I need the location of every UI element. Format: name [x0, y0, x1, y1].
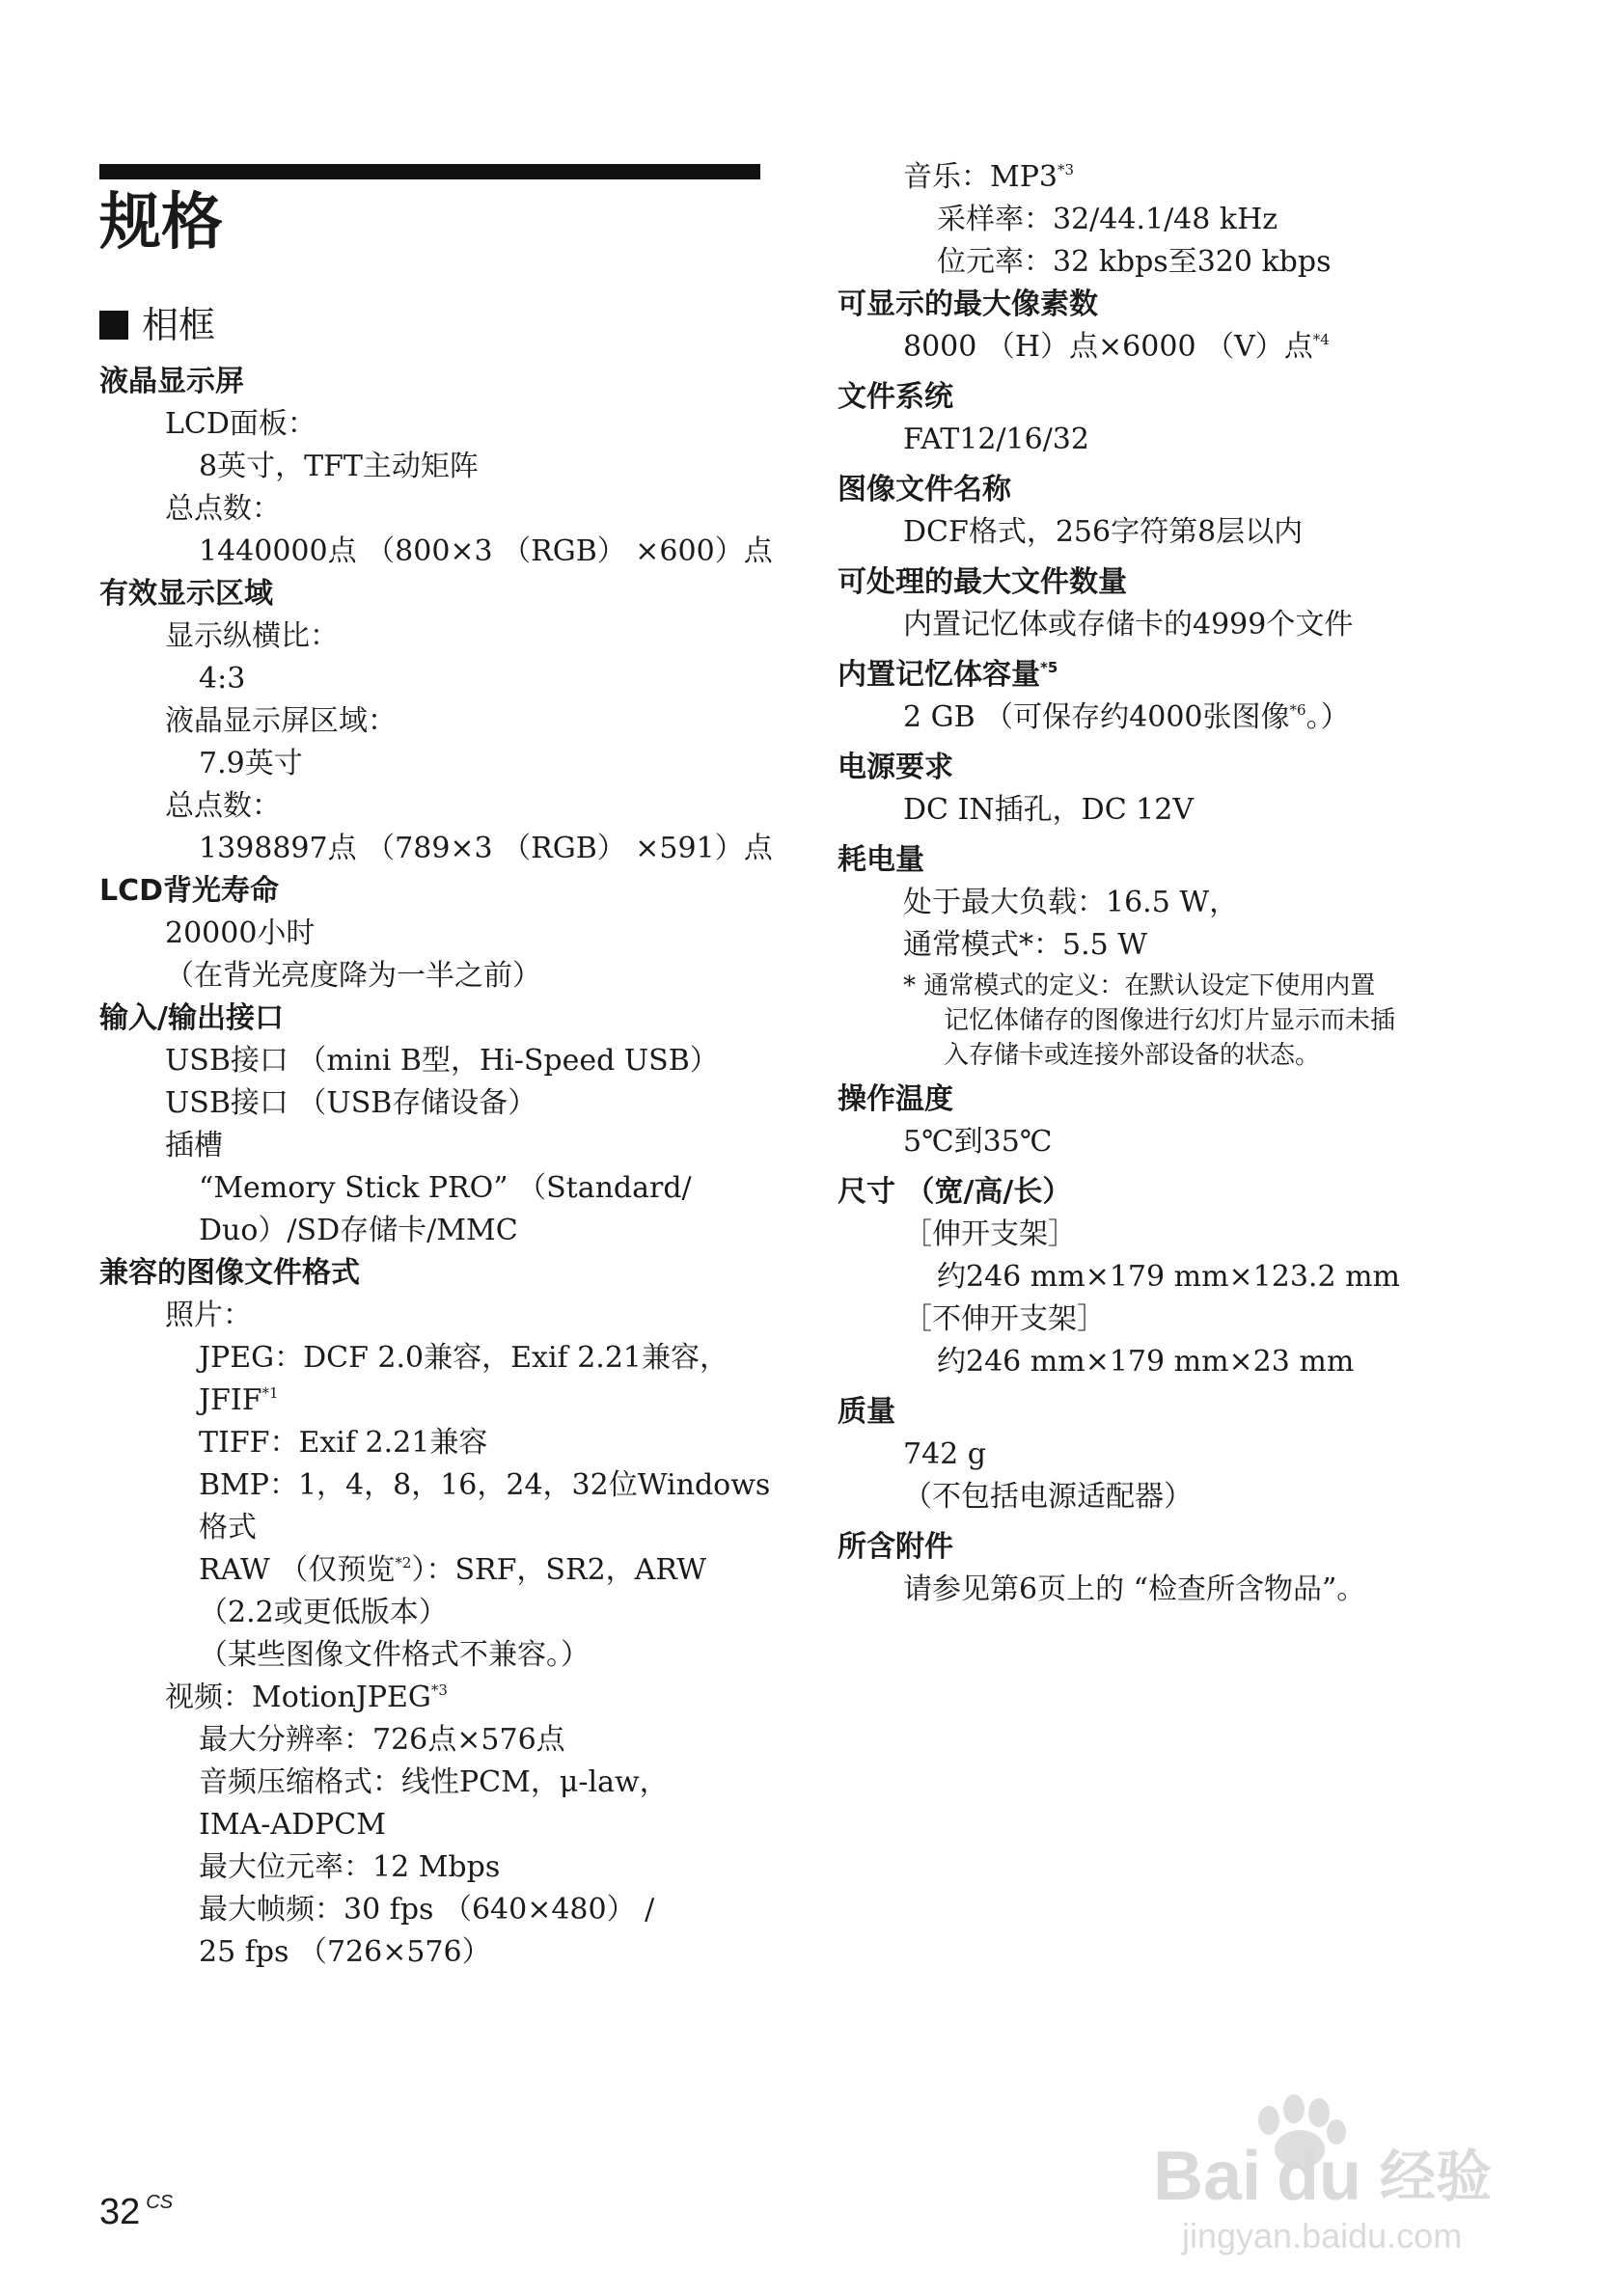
spec-text: 最大帧频：30 fps （640×480） / — [199, 1893, 655, 1927]
spec-text: 内置记忆体容量 — [838, 658, 1040, 692]
spec-text: 音乐：MP3 — [903, 160, 1058, 194]
spec-heading — [838, 1526, 953, 1569]
title-rule — [99, 164, 760, 179]
spec-line — [165, 1125, 223, 1167]
spec-heading — [99, 1252, 360, 1295]
spec-text: 内置记忆体或存储卡的4999个文件 — [903, 608, 1354, 642]
spec-heading — [838, 469, 1011, 511]
spec-line — [937, 241, 1331, 284]
watermark-brand: Bai — [1153, 2138, 1262, 2215]
spec-note-line — [903, 969, 1375, 1003]
spec-text-tail: ）：SRF，SR2，ARW — [411, 1553, 707, 1587]
spec-text: 5℃到35℃ — [903, 1125, 1053, 1159]
spec-line — [199, 1337, 728, 1380]
spec-line — [937, 1256, 1400, 1298]
footnote-marker: *3 — [430, 1681, 448, 1699]
spec-heading — [99, 998, 284, 1040]
spec-text: 插槽 — [165, 1129, 223, 1162]
section-heading — [99, 300, 215, 350]
spec-line — [165, 488, 281, 531]
spec-text: RAW （仅预览 — [199, 1553, 396, 1587]
spec-text: FAT12/16/32 — [903, 423, 1089, 456]
spec-text: 入存储卡或连接外部设备的状态。 — [944, 1041, 1321, 1070]
spec-text: 1440000点 （800×3 （RGB） ×600）点 — [199, 534, 773, 568]
spec-text: 兼容的图像文件格式 — [99, 1256, 360, 1290]
page-number-value: 32 — [99, 2192, 141, 2232]
spec-line — [903, 924, 1147, 967]
spec-heading — [838, 1391, 895, 1434]
spec-text: 最大位元率：12 Mbps — [199, 1850, 501, 1884]
spec-line — [199, 1464, 770, 1507]
spec-text: 格式 — [199, 1511, 257, 1544]
spec-text: 电源要求 — [838, 751, 953, 784]
page-language-code: CS — [146, 2192, 174, 2213]
spec-text: “Memory Stick PRO” （Standard/ — [199, 1171, 692, 1205]
spec-text: 耗电量 — [838, 843, 924, 877]
spec-line — [903, 1569, 1365, 1611]
spec-text-tail: 。） — [1305, 700, 1350, 734]
footnote-marker: *4 — [1312, 331, 1330, 348]
spec-line — [937, 1341, 1354, 1383]
spec-line — [165, 913, 315, 955]
spec-heading — [838, 839, 924, 882]
spec-line — [199, 1931, 491, 1974]
spec-heading — [838, 376, 953, 419]
spec-line — [199, 1422, 487, 1464]
spec-text: 操作温度 — [838, 1082, 953, 1116]
spec-line — [165, 1677, 448, 1719]
footnote-marker: *5 — [1040, 659, 1058, 676]
spec-text: 25 fps （726×576） — [199, 1935, 491, 1969]
spec-line — [199, 1804, 386, 1846]
spec-heading — [99, 361, 244, 403]
spec-text: 液晶显示屏 — [99, 365, 244, 398]
page-number — [99, 2178, 173, 2236]
spec-line — [165, 403, 316, 446]
baidu-jingyan-watermark — [1153, 2064, 1539, 2257]
spec-heading — [838, 1079, 953, 1121]
spec-text: 总点数： — [165, 789, 281, 823]
spec-text: Duo）/SD存储卡/MMC — [199, 1214, 518, 1247]
section-heading-text: 相框 — [142, 304, 216, 346]
spec-text: DC IN插孔，DC 12V — [903, 793, 1195, 827]
spec-text: 记忆体储存的图像进行幻灯片显示而未插 — [944, 1006, 1396, 1035]
spec-text: 可显示的最大像素数 — [838, 287, 1098, 321]
spec-text: IMA-ADPCM — [199, 1808, 386, 1842]
spec-line — [199, 828, 773, 870]
spec-text: 7.9英寸 — [199, 747, 303, 780]
spec-text: 所含附件 — [838, 1530, 953, 1564]
spec-text: 文件系统 — [838, 380, 953, 414]
spec-text: LCD面板： — [165, 407, 316, 441]
spec-line — [165, 615, 339, 658]
spec-line — [165, 955, 541, 998]
spec-text: 处于最大负载：16.5 W， — [903, 886, 1239, 919]
spec-line — [165, 1082, 536, 1125]
spec-line — [165, 1040, 719, 1082]
spec-line — [199, 1634, 590, 1677]
watermark-brand-du: du — [1277, 2138, 1361, 2215]
spec-heading — [838, 1171, 1071, 1214]
watermark-url: jingyan.baidu.com — [1182, 2216, 1463, 2255]
spec-heading — [99, 870, 279, 913]
spec-line — [903, 156, 1074, 199]
spec-text: BMP：1，4，8，16，24，32位Windows — [199, 1468, 771, 1502]
spec-line — [903, 511, 1303, 554]
spec-heading — [99, 573, 273, 615]
spec-line — [199, 446, 479, 488]
spec-text: （在背光亮度降为一半之前） — [165, 959, 541, 993]
spec-text: 请参见第6页上的 “检查所含物品”。 — [903, 1572, 1366, 1606]
watermark-cn: 经验 — [1380, 2146, 1493, 2208]
spec-text: 音频压缩格式：线性PCM，μ-law， — [199, 1765, 669, 1799]
spec-heading — [838, 747, 953, 789]
spec-line — [199, 743, 303, 785]
spec-line — [199, 1846, 500, 1889]
spec-line — [903, 1214, 1077, 1256]
spec-heading — [838, 284, 1098, 326]
spec-text: 尺寸 （宽/高/长） — [838, 1175, 1072, 1209]
spec-text: 742 g — [903, 1437, 987, 1471]
spec-heading — [838, 561, 1127, 604]
spec-line — [903, 882, 1238, 924]
spec-text: （某些图像文件格式不兼容。） — [199, 1638, 590, 1672]
spec-line — [199, 1762, 669, 1804]
spec-line — [199, 658, 245, 700]
footnote-marker: *2 — [395, 1554, 412, 1572]
spec-text: 可处理的最大文件数量 — [838, 565, 1127, 599]
spec-line — [199, 1889, 654, 1931]
spec-text: USB接口 （USB存储设备） — [165, 1086, 537, 1120]
spec-note-line — [944, 1003, 1395, 1038]
spec-text: 液晶显示屏区域： — [165, 704, 397, 738]
spec-line — [903, 1476, 1193, 1518]
spec-line — [903, 326, 1330, 369]
spec-text: TIFF：Exif 2.21兼容 — [199, 1426, 488, 1460]
spec-text: 2 GB （可保存约4000张图像 — [903, 700, 1290, 734]
spec-line — [199, 1167, 692, 1210]
spec-line — [165, 1295, 252, 1337]
spec-text: JPEG：DCF 2.0兼容，Exif 2.21兼容， — [199, 1341, 728, 1375]
spec-text: 视频：MotionJPEG — [165, 1681, 431, 1714]
spec-text: 最大分辨率：726点×576点 — [199, 1723, 565, 1757]
footnote-marker: *3 — [1058, 161, 1075, 178]
spec-text: 1398897点 （789×3 （RGB） ×591）点 — [199, 832, 773, 865]
spec-line — [199, 1210, 518, 1252]
spec-text: 约246 mm×179 mm×123.2 mm — [937, 1260, 1400, 1294]
spec-line — [903, 1298, 1106, 1341]
square-bullet-icon — [99, 311, 128, 340]
spec-text: 通常模式*：5.5 W — [903, 928, 1148, 962]
spec-text: 位元率：32 kbps至320 kbps — [937, 245, 1332, 279]
spec-line — [903, 789, 1194, 832]
spec-line — [199, 1507, 257, 1549]
spec-line — [199, 1380, 279, 1422]
spec-line — [937, 199, 1278, 241]
spec-text: * 通常模式的定义：在默认设定下使用内置 — [903, 971, 1376, 1000]
spec-text: 有效显示区域 — [99, 577, 273, 611]
footnote-marker: *6 — [1289, 701, 1306, 719]
spec-text: ［伸开支架］ — [903, 1217, 1077, 1251]
spec-text: 图像文件名称 — [838, 473, 1011, 506]
spec-text: 显示纵横比： — [165, 619, 339, 653]
spec-text: 照片： — [165, 1298, 252, 1332]
page-title: 规格 — [99, 187, 223, 259]
spec-text: （不包括电源适配器） — [903, 1480, 1193, 1514]
spec-line — [903, 1121, 1052, 1163]
spec-text: 8000 （H）点×6000 （V）点 — [903, 330, 1313, 364]
spec-line — [165, 700, 397, 743]
spec-text: USB接口 （mini B型，Hi-Speed USB） — [165, 1044, 719, 1078]
spec-line — [903, 697, 1350, 739]
spec-line — [199, 1549, 706, 1592]
spec-line — [903, 1434, 986, 1476]
spec-text: LCD背光寿命 — [99, 874, 280, 908]
spec-note-line — [944, 1038, 1320, 1073]
spec-heading — [838, 654, 1058, 697]
footnote-marker: *1 — [261, 1384, 279, 1402]
spec-line — [903, 604, 1353, 646]
spec-line — [199, 1719, 565, 1762]
spec-text: 4:3 — [199, 662, 246, 696]
spec-text: （2.2或更低版本） — [199, 1596, 448, 1629]
spec-text: DCF格式，256字符第8层以内 — [903, 515, 1304, 549]
spec-text: 质量 — [838, 1395, 895, 1429]
spec-text: 约246 mm×179 mm×23 mm — [937, 1345, 1355, 1379]
spec-text: 输入/输出接口 — [99, 1001, 284, 1035]
spec-line — [199, 1592, 448, 1634]
spec-text: 8英寸，TFT主动矩阵 — [199, 450, 479, 483]
spec-line — [199, 531, 773, 573]
spec-text: ［不伸开支架］ — [903, 1302, 1106, 1336]
spec-line — [903, 419, 1089, 461]
spec-text: JFIF — [199, 1383, 262, 1417]
spec-text: 采样率：32/44.1/48 kHz — [937, 203, 1278, 236]
spec-text: 20000小时 — [165, 916, 316, 950]
spec-text: 总点数： — [165, 492, 281, 526]
spec-line — [165, 785, 281, 828]
